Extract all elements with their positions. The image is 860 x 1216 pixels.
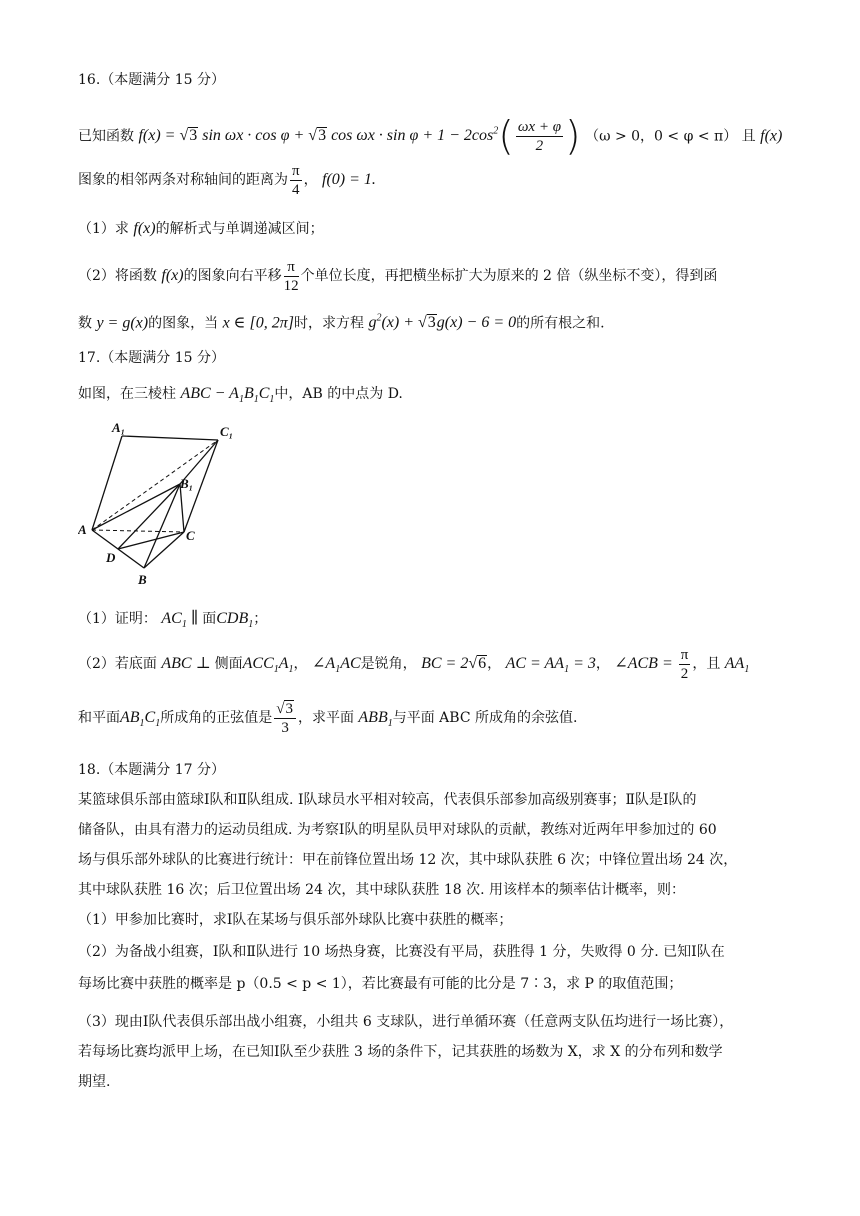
q16-part2-fx: f(x) (161, 267, 184, 284)
q18-line: 场与俱乐部外球队的比赛进行统计：甲在前锋位置出场 12 次，其中球队获胜 6 次；中锋位置出场 24 次， (78, 852, 738, 868)
label-A1: A₁ (112, 420, 126, 435)
q17-part2-c: 是锐角， (360, 656, 417, 672)
q17-intro (78, 384, 790, 410)
q17-part2-e: 和平面 (78, 710, 120, 726)
q17-prism: ABC − $A_1B_1C_1$ (180, 385, 275, 406)
q16-part1-a: （1）求 (78, 221, 129, 237)
q16-line2-text: 图象的相邻两条对称轴间的距离为 (78, 172, 288, 188)
q17-bc: BC = 2√6 (421, 655, 487, 672)
label-B: B (138, 572, 147, 587)
q16-condition: （ω > 0，0 < φ < π） (585, 128, 738, 145)
q16-pi-over-12: $\frac{\pi}{12}$ (283, 258, 299, 294)
q18-header: 18.（本题满分 17 分） (78, 762, 225, 778)
prism-figure (78, 420, 248, 590)
q16-part1 (78, 219, 790, 239)
q18-line: （1）甲参加比赛时，求Ⅰ队在某场与俱乐部外球队比赛中获胜的概率； (78, 912, 513, 928)
q17-cdb1: $CDB_1$ (216, 610, 254, 631)
q16-domain: x ∈ [0, 2π] (222, 314, 294, 332)
q16-part2-b: 的图象向右平移 (183, 268, 282, 284)
q16-part2-f: 时，求方程 (293, 315, 364, 332)
q17-intro-a: 如图，在三棱柱 (78, 386, 176, 402)
q17-part2-line2 (78, 696, 790, 740)
q17-part2-h: 与平面 ABC 所成角的余弦值. (392, 710, 578, 726)
q16-comma: ， (303, 172, 318, 188)
q16-part2-c: 个单位长度，再把横坐标扩大为原来的 2 倍（纵坐标不变），得到函 (300, 268, 718, 284)
q17-acc1a1: $ACC_1A_1$ (242, 655, 294, 676)
q16-part2-line2 (78, 309, 790, 333)
q17-ab1c1: $AB_1C_1$ (120, 709, 161, 730)
q17-part1-b: 面 (202, 611, 217, 627)
q18-line: 每场比赛中获胜的概率是 p（0.5 < p < 1），若比赛最有可能的比分是 7∶3，求 P 的取值范围； (78, 976, 683, 992)
q18-line: 储备队，由具有潜力的运动员组成. 为考察Ⅰ队的明星队员甲对球队的贡献，教练对近两年甲参加过的 60 (78, 822, 717, 838)
q17-ac: AC = $AA_1 = 3$ (505, 655, 596, 676)
q17-sqrt3-over-3: $\frac{√3}{3}$ (274, 700, 296, 737)
label-C1: C₁ (220, 424, 234, 439)
q18-line: （2）为备战小组赛，Ⅰ队和Ⅱ队进行 10 场热身赛，比赛没有平局，获胜得 1 分，失败得 0 分. 已知Ⅰ队在 (78, 944, 725, 960)
q17-part1-a: （1）证明： (78, 611, 157, 627)
q17-ac1: $AC_1$ ∥ (161, 610, 203, 631)
q17-header: 17.（本题满分 15 分） (78, 350, 225, 366)
q16-and: 且 (741, 128, 756, 145)
q16-intro-text: 已知函数 (78, 128, 134, 145)
q18-line: （3）现由Ⅰ队代表俱乐部出战小组赛，小组共 6 支球队，进行单循环赛（任意两支队伍均进行一场比赛）， (78, 1014, 734, 1030)
q17-part2-g: ，求平面 (297, 710, 354, 726)
q16-part2-g: 的所有根之和. (516, 315, 605, 332)
q17-part2-b: 侧面 (214, 656, 243, 672)
q18-line: 某篮球俱乐部由篮球Ⅰ队和Ⅱ队组成. Ⅰ队球员水平相对较高，代表俱乐部参加高级别赛事；Ⅱ队是Ⅰ队的 (78, 792, 697, 808)
q16-pi-over-4: $\frac{\pi}{4}$ (292, 162, 300, 198)
q18-line: 若每场比赛均派甲上场，在已知Ⅰ队至少获胜 3 场的条件下，记其获胜的场数为 X，求 X 的分布列和数学 (78, 1044, 723, 1060)
q17-part2-d: ，且 (692, 656, 721, 672)
q17-abb1: $ABB_1$ (358, 709, 393, 730)
q16-line2 (78, 158, 790, 202)
q16-part2-line1 (78, 254, 790, 298)
q16-function-line (78, 110, 790, 160)
label-A: A (78, 522, 87, 537)
q16-part2-d: 数 (78, 315, 92, 332)
q16-f0: f(0) = 1. (322, 171, 376, 188)
q16-part1-b: 的解析式与单调递减区间； (155, 221, 324, 237)
label-B1: B₁ (180, 476, 194, 491)
q17-intro-b: 中，AB 的中点为 D. (274, 386, 403, 402)
q16-part1-fx: f(x) (133, 220, 156, 237)
q17-acb: ∠ACB = (614, 655, 677, 672)
label-D: D (106, 550, 116, 565)
q16-formula: f(x) = √3 sin ωx · cos φ + √3 $\cos \omega x \cdot \sin \varphi + 1 - 2\cos^2$( $\frac{\omega x + \varphi}{2}$ ) (138, 113, 581, 160)
q18-line: 期望. (78, 1074, 111, 1090)
q16-part2-a: （2）将函数 (78, 268, 157, 284)
q17-aa1: $AA_1$ (724, 655, 750, 676)
q17-pi-over-2: $\frac{\pi}{2}$ (680, 646, 689, 682)
label-C: C (186, 528, 195, 543)
q17-abc: ABC ⊥ (161, 655, 215, 672)
q17-part1: （1）证明： $AC_1$ ∥ 面$CDB_1$； (78, 610, 268, 631)
q16-header: 16.（本题满分 15 分） (78, 72, 225, 88)
q17-part2-a: （2）若底面 (78, 656, 157, 672)
q17-part2-f: 所成角的正弦值是 (160, 710, 273, 726)
q16-part2-e: 的图象，当 (148, 315, 219, 332)
q16-fx: f(x) (760, 127, 783, 145)
q18-line: 其中球队获胜 16 次；后卫位置出场 24 次，其中球队获胜 18 次. 用该样本的频率估计概率，则： (78, 882, 686, 898)
q16-gx: y = g(x) (96, 314, 149, 332)
q17-angle: $\angle A_1AC$ (312, 655, 361, 676)
q16-equation: $g^2(x) + √3g(x) - 6 = 0$ (368, 313, 517, 332)
q17-part2-line1: （2）若底面 ABC ⊥ 侧面$ACC_1A_1$， $\angle A_1AC$是锐角， BC = 2√6， AC = $AA_1 = 3$， ∠ACB = $\frac{\pi}{2}$ ，且 $AA_1$ (78, 646, 750, 682)
